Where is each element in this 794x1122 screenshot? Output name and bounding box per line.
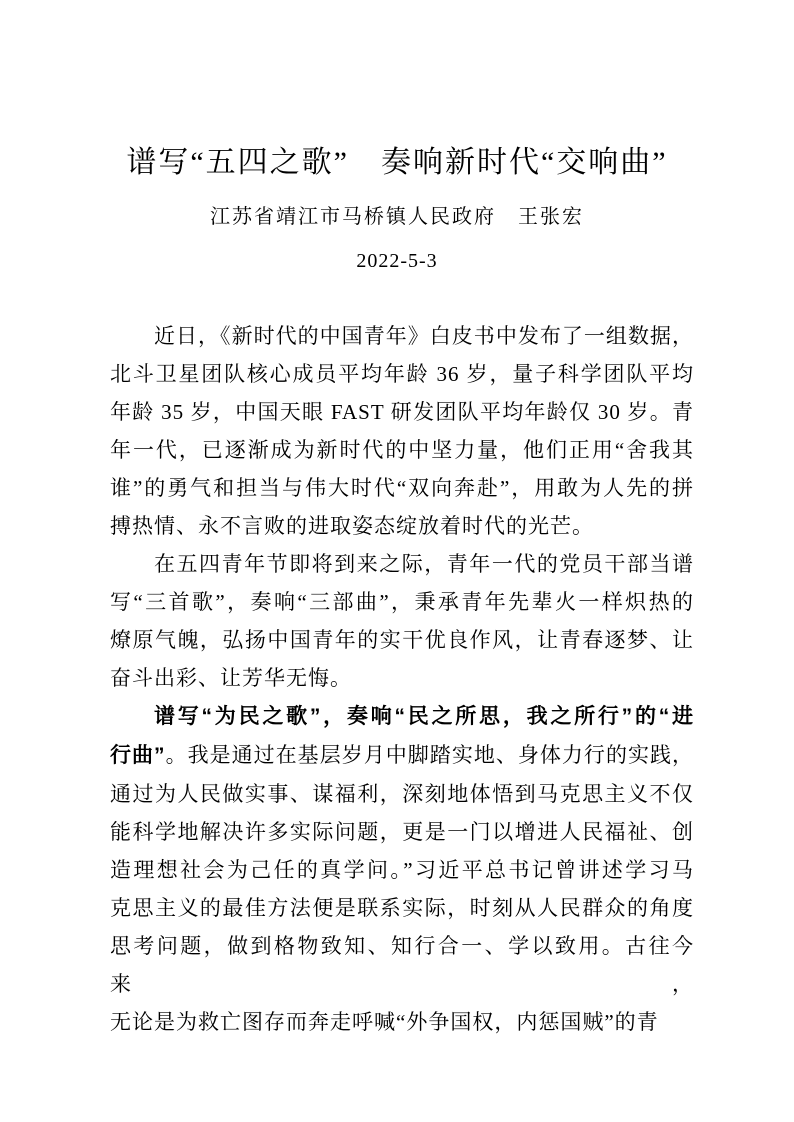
text-line <box>110 317 694 355</box>
paragraph <box>110 317 694 545</box>
bold-text-segment: 谱写“为民之歌”，奏响“民之所思，我之所行”的“进 <box>154 705 694 728</box>
text-segment: 谁”的勇气和担当与伟大时代“双向奔赴”，用敢为人先的拼 <box>110 476 694 500</box>
text-segment: 思考问题，做到格物致知、知行合一、学以致用。古往今来， <box>110 934 694 996</box>
text-segment: 通过为人民做实事、谋福利，深刻地体悟到马克思主义不仅 <box>110 782 694 806</box>
text-line <box>110 1003 694 1041</box>
text-segment: 北斗卫星团队核心成员平均年龄 36 岁，量子科学团队平均 <box>110 362 694 386</box>
text-line <box>110 697 694 736</box>
text-line <box>110 736 694 775</box>
text-line <box>110 545 694 583</box>
bold-text-segment: 行曲” <box>110 744 166 767</box>
document-byline: 江苏省靖江市马桥镇人民政府 王张宏 <box>210 206 584 228</box>
paragraph <box>110 545 694 697</box>
text-segment: 能科学地解决许多实际问题，更是一门以增进人民福祉、创 <box>110 820 694 844</box>
text-line <box>110 355 694 393</box>
text-segment: 无论是为救亡图存而奔走呼喊“外争国权，内惩国贼”的青 <box>110 1010 659 1034</box>
paragraph <box>110 697 694 1041</box>
text-segment: 近日，《新时代的中国青年》白皮书中发布了一组数据， <box>154 324 694 348</box>
text-line <box>110 659 694 697</box>
text-line <box>110 583 694 621</box>
text-line <box>110 621 694 659</box>
text-segment: 造理想社会为己任的真学问。”习近平总书记曾讲述学习马 <box>110 858 694 882</box>
text-segment: 克思主义的最佳方法便是联系实际，时刻从人民群众的角度 <box>110 896 694 920</box>
text-segment: 搏热情、永不言败的进取姿态绽放着时代的光芒。 <box>110 514 594 538</box>
text-segment: 写“三首歌”，奏响“三部曲”，秉承青年先辈火一样炽热的 <box>110 590 694 614</box>
text-line <box>110 775 694 813</box>
text-segment: 燎原气魄，弘扬中国青年的实干优良作风，让青春逐梦、让 <box>110 628 694 652</box>
text-line <box>110 393 694 431</box>
document-header <box>0 141 794 276</box>
text-segment: 。我是通过在基层岁月中脚踏实地、身体力行的实践， <box>165 743 695 767</box>
text-segment: 年龄 35 岁，中国天眼 FAST 研发团队平均年龄仅 30 岁。青 <box>110 400 694 424</box>
document-title: 谱写“五四之歌” 奏响新时代“交响曲” <box>126 146 668 179</box>
text-line <box>110 431 694 469</box>
text-segment: 奋斗出彩、让芳华无悔。 <box>110 666 352 690</box>
text-line <box>110 927 694 1003</box>
text-segment: 在五四青年节即将到来之际，青年一代的党员干部当谱 <box>154 552 694 576</box>
text-line <box>110 469 694 507</box>
document-date: 2022-5-3 <box>356 250 438 272</box>
text-line <box>110 507 694 545</box>
text-line <box>110 851 694 889</box>
text-segment: 年一代，已逐渐成为新时代的中坚力量，他们正用“舍我其 <box>110 438 694 462</box>
document-body <box>110 317 694 1041</box>
text-line <box>110 889 694 927</box>
text-line <box>110 813 694 851</box>
